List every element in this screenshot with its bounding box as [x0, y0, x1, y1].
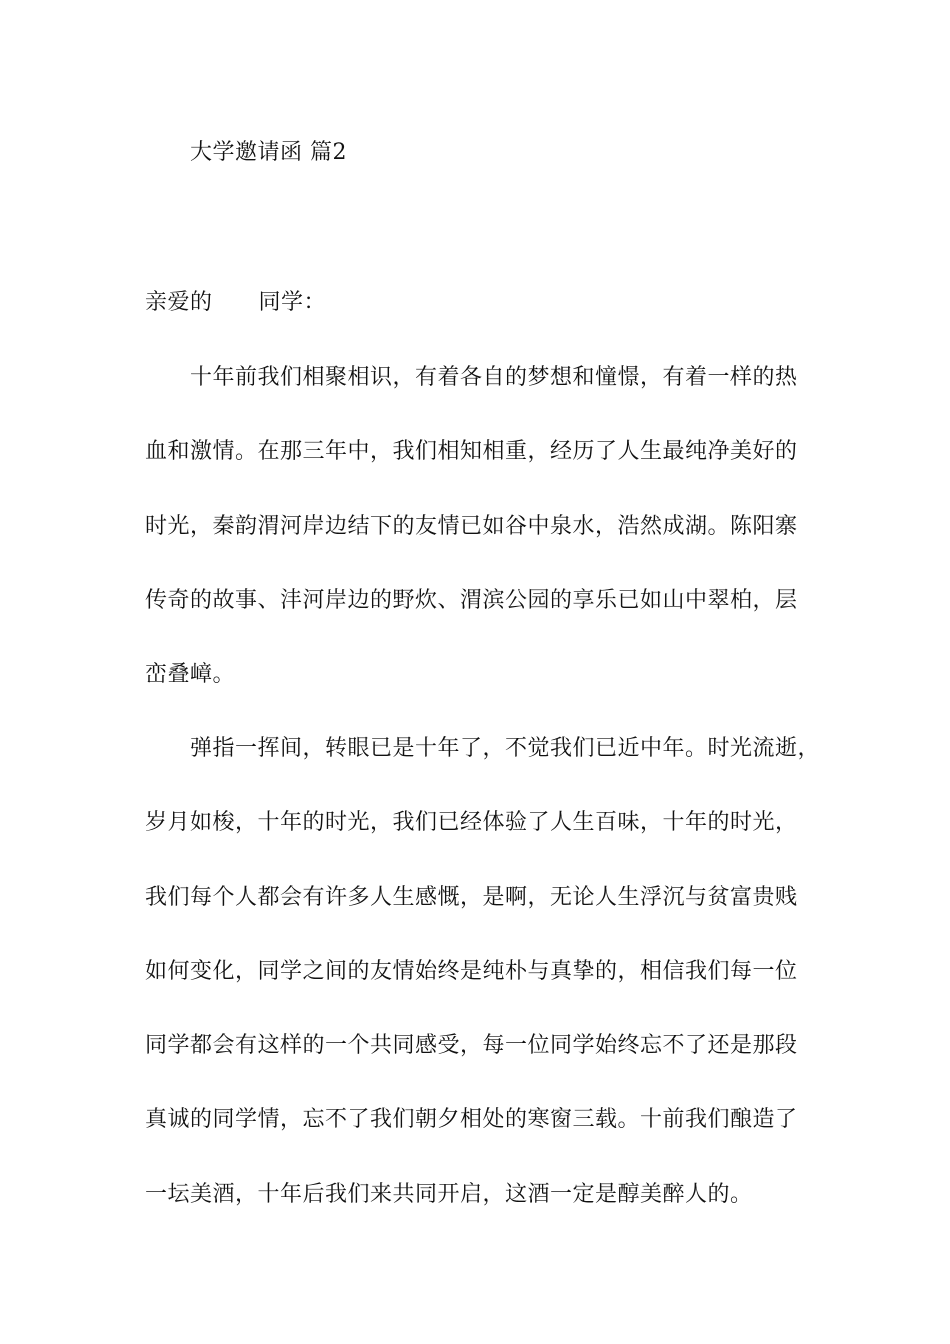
salutation-suffix: 同学：	[258, 290, 327, 315]
paragraph-1-line-5: 峦叠嶂。	[145, 662, 236, 687]
paragraph-2-line-3: 我们每个人都会有许多人生感慨，是啊，无论人生浮沉与贫富贵贱	[145, 885, 798, 910]
paragraph-2-line-6: 真诚的同学情，忘不了我们朝夕相处的寒窗三载。十前我们酿造了	[145, 1107, 798, 1132]
paragraph-1-line-1: 十年前我们相聚相识，有着各自的梦想和憧憬，有着一样的热	[190, 365, 798, 390]
paragraph-1-line-3: 时光，秦韵渭河岸边结下的友情已如谷中泉水，浩然成湖。陈阳寨	[145, 514, 798, 539]
paragraph-2-line-5: 同学都会有这样的一个共同感受，每一位同学始终忘不了还是那段	[145, 1033, 798, 1058]
paragraph-2-line-2: 岁月如梭，十年的时光，我们已经体验了人生百味，十年的时光，	[145, 810, 798, 835]
paragraph-2-line-1: 弹指一挥间，转眼已是十年了，不觉我们已近中年。时光流逝，	[190, 736, 821, 761]
paragraph-2-line-7: 一坛美酒，十年后我们来共同开启，这酒一定是醇美醉人的。	[145, 1182, 753, 1207]
paragraph-1-line-4: 传奇的故事、沣河岸边的野炊、渭滨公园的享乐已如山中翠柏，层	[145, 588, 798, 613]
paragraph-1-line-2: 血和激情。在那三年中，我们相知相重，经历了人生最纯净美好的	[145, 439, 798, 464]
salutation-prefix: 亲爱的	[145, 290, 213, 315]
paragraph-2-line-4: 如何变化，同学之间的友情始终是纯朴与真挚的，相信我们每一位	[145, 959, 798, 984]
document-title: 大学邀请函 篇2	[190, 140, 347, 165]
salutation	[145, 288, 326, 318]
